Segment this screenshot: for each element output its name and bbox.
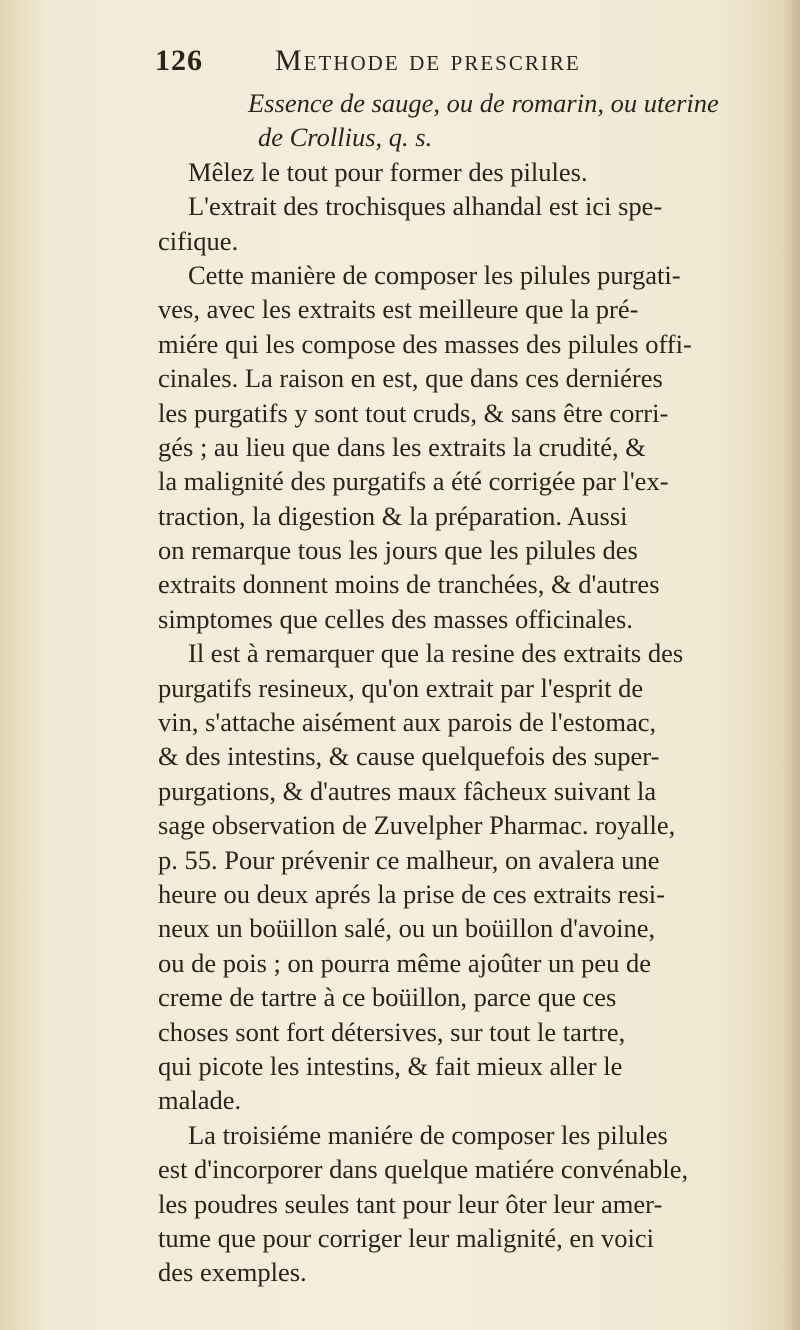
text-line: choses sont fort détersives, sur tout le tartre, bbox=[158, 1016, 626, 1047]
text-line: ves, avec les extraits est meilleure que la pré- bbox=[158, 294, 639, 325]
page-number: 126 bbox=[155, 44, 203, 77]
text-line: qui picote les intestins, & fait mieux aller le bbox=[158, 1050, 623, 1081]
text-line: miére qui les compose des masses des pilules offi- bbox=[158, 328, 692, 359]
text-line: p. 55. Pour prévenir ce malheur, on avalera une bbox=[158, 844, 660, 875]
text-line: cinales. La raison en est, que dans ces derniéres bbox=[158, 363, 663, 394]
text-line: gés ; au lieu que dans les extraits la crudité, & bbox=[158, 431, 646, 462]
text-line: de Crollius, q. s. bbox=[258, 122, 433, 153]
text-line: les poudres seules tant pour leur ôter leur amer- bbox=[158, 1188, 663, 1219]
text-line: tume que pour corriger leur malignité, en voici bbox=[158, 1222, 654, 1253]
text-line: La troisiéme maniére de composer les pilules bbox=[188, 1119, 668, 1150]
text-line: Cette manière de composer les pilules purgati- bbox=[188, 259, 681, 290]
text-line: traction, la digestion & la préparation. Aussi bbox=[158, 500, 628, 531]
text-line: Essence de sauge, ou de romarin, ou uterine bbox=[248, 88, 719, 118]
text-line: purgatifs resineux, qu'on extrait par l'esprit de bbox=[158, 672, 644, 703]
text-line: cifique. bbox=[158, 225, 239, 256]
text-line: extraits donnent moins de tranchées, & d'autres bbox=[158, 569, 660, 600]
text-line: la malignité des purgatifs a été corrigée par l'ex- bbox=[158, 466, 669, 497]
text-line: L'extrait des trochisques alhandal est ici spe- bbox=[188, 191, 663, 222]
page-header bbox=[155, 40, 755, 82]
text-line: heure ou deux aprés la prise de ces extraits resi- bbox=[158, 878, 665, 909]
text-line: neux un boüillon salé, ou un boüillon d'avoine, bbox=[158, 913, 656, 944]
body-text bbox=[158, 86, 758, 1290]
text-line: des exemples. bbox=[158, 1257, 307, 1288]
text-line: les purgatifs y sont tout cruds, & sans être corri- bbox=[158, 397, 669, 428]
text-line: Il est à remarquer que la resine des extraits des bbox=[188, 638, 684, 669]
text-line: purgations, & d'autres maux fâcheux suivant la bbox=[158, 775, 657, 806]
running-title: Methode de prescrire bbox=[275, 44, 581, 77]
text-line: on remarque tous les jours que les pilules des bbox=[158, 535, 638, 566]
text-line: sage observation de Zuvelpher Pharmac. royalle, bbox=[158, 810, 676, 841]
text-line: creme de tartre à ce boüillon, parce que ces bbox=[158, 982, 617, 1013]
text-line: Mêlez le tout pour former des pilules. bbox=[188, 156, 588, 187]
text-line: vin, s'attache aisément aux parois de l'estomac, bbox=[158, 707, 657, 738]
text-line: malade. bbox=[158, 1085, 242, 1116]
text-line: & des intestins, & cause quelquefois des super- bbox=[158, 741, 660, 772]
text-line: est d'incorporer dans quelque matiére convénable, bbox=[158, 1154, 689, 1185]
text-line: ou de pois ; on pourra même ajoûter un peu de bbox=[158, 947, 652, 978]
text-line: simptomes que celles des masses officinales. bbox=[158, 603, 633, 634]
